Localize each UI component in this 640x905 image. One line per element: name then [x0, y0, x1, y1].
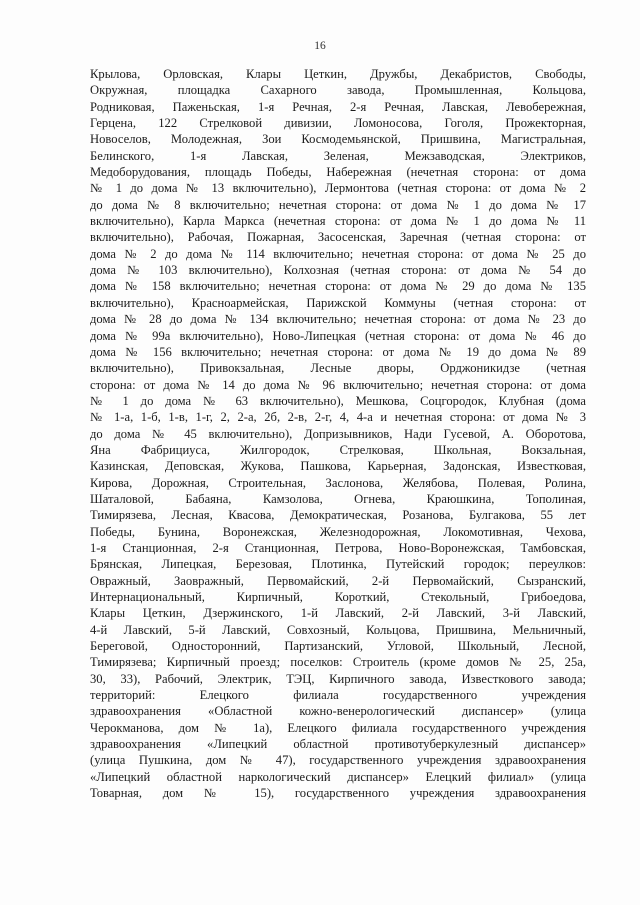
- text-line: Клары Цеткин, Дзержинского, 1-й Лавский, 2-й Лавский, 3-й Лавский,: [90, 606, 586, 621]
- text-line: до дома № 8 включительно; нечетная сторона: от дома № 1 до дома № 17: [90, 197, 586, 212]
- text-line: Товарная, дом № 15), государственного учреждения здравоохранения: [90, 786, 586, 801]
- text-line: дома № 28 до дома № 134 включительно; нечетная сторона: от дома № 23 до: [90, 312, 586, 327]
- text-line: 1-я Станционная, 2-я Станционная, Петрова, Ново-Воронежская, Тамбовская,: [90, 540, 586, 555]
- text-line: дома № 99а включительно), Ново-Липецкая (четная сторона: от дома № 46 до: [90, 328, 586, 343]
- text-line: Белинского, 1-я Лавская, Зеленая, Межзаводская, Электриков,: [90, 148, 586, 163]
- text-line: 30, 33), Рабочий, Электрик, ТЭЦ, Кирпичного завода, Известкового завода;: [90, 671, 586, 686]
- text-line: дома № 103 включительно), Колхозная (четная сторона: от дома № 54 до: [90, 263, 586, 278]
- text-line: территорий: Елецкого филиала государственного учреждения: [90, 688, 586, 703]
- text-line: здравоохранения «Липецкий областной противотуберкулезный диспансер»: [90, 737, 586, 752]
- text-line: дома № 156 включительно; нечетная сторона: от дома № 19 до дома № 89: [90, 344, 586, 359]
- text-line: дома № 158 включительно; нечетная сторона: от дома № 29 до дома № 135: [90, 279, 586, 294]
- text-line: Овражный, Заовражный, Первомайский, 2-й Первомайский, Сызранский,: [90, 573, 586, 588]
- text-line: Победы, Бунина, Воронежская, Железнодорожная, Локомотивная, Чехова,: [90, 524, 586, 539]
- text-line: № 1-а, 1-б, 1-в, 1-г, 2, 2-а, 2б, 2-в, 2-г, 4, 4-а и нечетная сторона: от дома № 3: [90, 410, 586, 425]
- text-line: Казинская, Деповская, Жукова, Пашкова, Карьерная, Задонская, Известковая,: [90, 459, 586, 474]
- text-line: Береговой, Односторонний, Партизанский, Угловой, Школьный, Лесной,: [90, 639, 586, 654]
- text-line: Брянская, Липецкая, Березовая, Плотинка, Путейский городок; переулков:: [90, 557, 586, 572]
- text-line: Родниковая, Паженьская, 1-я Речная, 2-я Речная, Лавская, Левобережная,: [90, 99, 586, 114]
- text-line: Крылова, Орловская, Клары Цеткин, Дружбы, Декабристов, Свободы,: [90, 67, 586, 81]
- text-line: включительно), Рабочая, Пожарная, Засосенская, Заречная (четная сторона: от: [90, 230, 586, 245]
- text-line: 4-й Лавский, 5-й Лавский, Совхозный, Кольцова, Пришвина, Мельничный,: [90, 622, 586, 637]
- text-line: № 1 до дома № 13 включительно), Лермонтова (четная сторона: от дома № 2: [90, 181, 586, 196]
- text-line: «Липецкий областной наркологический диспансер» Елецкий филиал» (улица: [90, 769, 586, 784]
- body-text: [90, 66, 586, 801]
- text-line: Окружная, площадка Сахарного завода, Промышленная, Кольцова,: [90, 83, 586, 98]
- text-line: дома № 2 до дома № 114 включительно; нечетная сторона: от дома № 25 до: [90, 246, 586, 261]
- text-line: Кирова, Дорожная, Строительная, Заслонова, Желябова, Полевая, Ролина,: [90, 475, 586, 490]
- text-line: Тимирязева; Кирпичный проезд; поселков: Строитель (кроме домов № 25, 25а,: [90, 655, 586, 670]
- text-line: Тимирязева, Лесная, Квасова, Демократическая, Розанова, Булгакова, 55 лет: [90, 508, 586, 523]
- text-line: включительно), Красноармейская, Парижской Коммуны (четная сторона: от: [90, 295, 586, 310]
- text-line: Новоселов, Молодежная, Зои Космодемьянской, Пришвина, Магистральная,: [90, 132, 586, 147]
- text-line: Герцена, 122 Стрелковой дивизии, Ломоносова, Гоголя, Прожекторная,: [90, 116, 586, 131]
- text-line: (улица Пушкина, дом № 47), государственного учреждения здравоохранения: [90, 753, 586, 768]
- text-line: Интернациональный, Кирпичный, Короткий, Стекольный, Грибоедова,: [90, 590, 586, 604]
- text-line: до дома № 45 включительно), Допризывников, Нади Гусевой, А. Оборотова,: [90, 426, 586, 441]
- text-line: здравоохранения «Областной кожно-венерологический диспансер» (улица: [90, 704, 586, 719]
- text-line: Шаталовой, Бабаяна, Камзолова, Огнева, Краюшкина, Тополиная,: [90, 491, 586, 506]
- text-line: Черокманова, дом № 1а), Елецкого филиала государственного учреждения: [90, 720, 586, 735]
- text-line: сторона: от дома № 14 до дома № 96 включительно; нечетная сторона: от дома: [90, 377, 586, 392]
- text-line: Медоборудования, площадь Победы, Набережная (нечетная сторона: от дома: [90, 165, 586, 180]
- page-number: 16: [314, 40, 326, 52]
- text-line: включительно), Карла Маркса (нечетная сторона: от дома № 1 до дома № 11: [90, 214, 586, 229]
- text-line: № 1 до дома № 63 включительно), Мешкова, Соцгородок, Клубная (дома: [90, 393, 586, 408]
- text-line: включительно), Привокзальная, Лесные дворы, Орджоникидзе (четная: [90, 361, 586, 376]
- text-line: Яна Фабрициуса, Жилгородок, Стрелковая, Школьная, Вокзальная,: [90, 442, 586, 457]
